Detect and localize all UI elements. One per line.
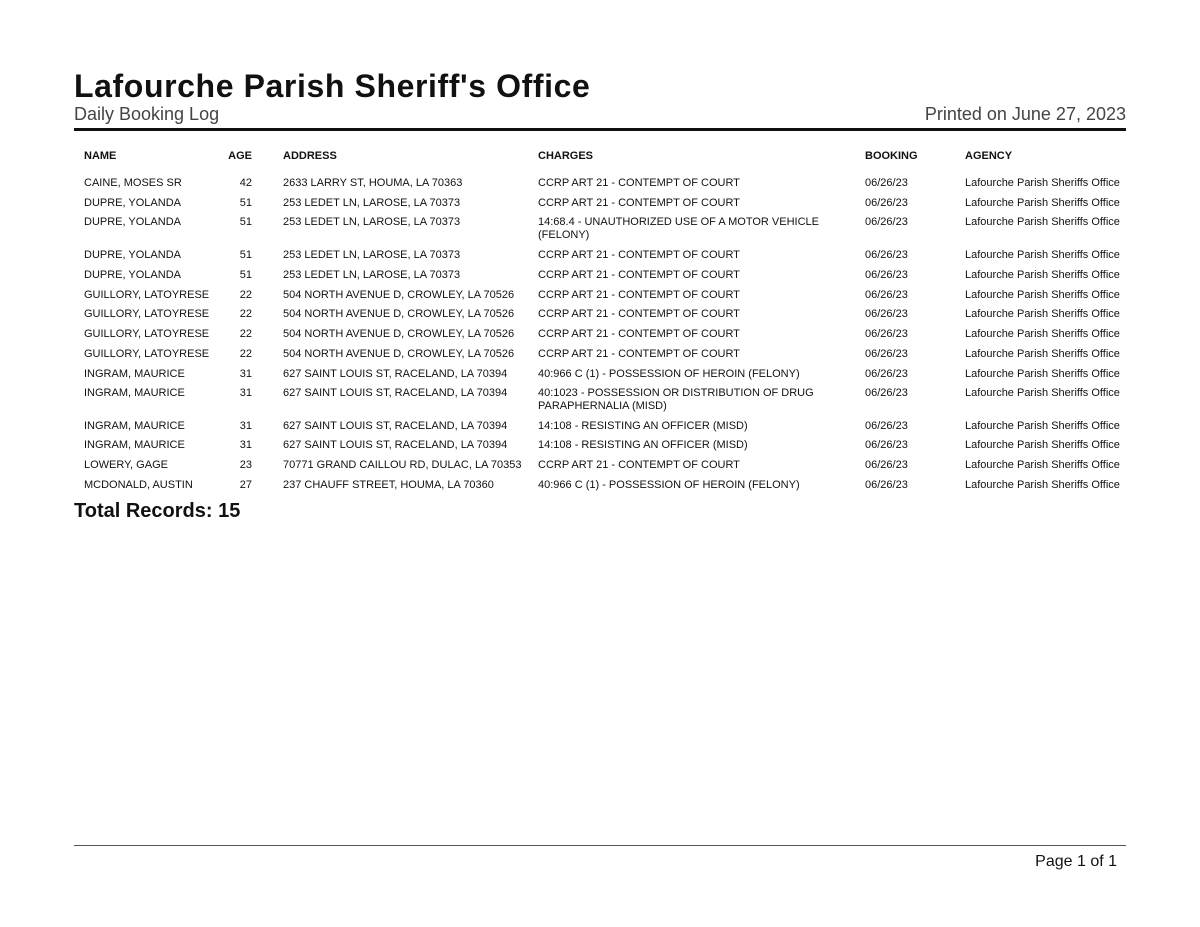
cell-name: GUILLORY, LATOYRESE xyxy=(84,328,210,341)
cell-agency: Lafourche Parish Sheriffs Office xyxy=(965,419,1120,432)
cell-address: 70771 GRAND CAILLOU RD, DULAC, LA 70353 xyxy=(283,459,522,472)
cell-age: 51 xyxy=(239,216,252,229)
column-header-agency: AGENCY xyxy=(965,150,1013,162)
report-title: Lafourche Parish Sheriff's Office xyxy=(74,68,591,104)
column-header-age: AGE xyxy=(228,150,252,162)
header-divider xyxy=(74,128,1126,131)
cell-name: MCDONALD, AUSTIN xyxy=(84,478,193,491)
cell-agency: Lafourche Parish Sheriffs Office xyxy=(965,347,1120,360)
footer-divider xyxy=(74,845,1126,846)
cell-address: 237 CHAUFF STREET, HOUMA, LA 70360 xyxy=(283,478,494,491)
cell-address: 627 SAINT LOUIS ST, RACELAND, LA 70394 xyxy=(283,367,508,380)
cell-booking: 06/26/23 xyxy=(865,249,908,262)
cell-agency: Lafourche Parish Sheriffs Office xyxy=(965,288,1120,301)
cell-charges: 14:108 - RESISTING AN OFFICER (MISD) xyxy=(538,439,748,452)
table-row xyxy=(74,216,1126,249)
cell-charges: CCRP ART 21 - CONTEMPT OF COURT xyxy=(538,347,740,360)
table-row xyxy=(74,249,1126,269)
cell-agency: Lafourche Parish Sheriffs Office xyxy=(965,249,1120,262)
cell-charges: 40:1023 - POSSESSION OR DISTRIBUTION OF DRUG PARAPHERNALIA (MISD) xyxy=(538,387,814,413)
table-row xyxy=(74,348,1126,368)
cell-age: 22 xyxy=(239,328,252,341)
table-row xyxy=(74,459,1126,479)
table-row xyxy=(74,420,1126,440)
cell-booking: 06/26/23 xyxy=(865,387,908,400)
cell-name: LOWERY, GAGE xyxy=(84,459,168,472)
cell-charges: 40:966 C (1) - POSSESSION OF HEROIN (FELONY) xyxy=(538,367,800,380)
cell-charges: CCRP ART 21 - CONTEMPT OF COURT xyxy=(538,308,740,321)
cell-agency: Lafourche Parish Sheriffs Office xyxy=(965,328,1120,341)
cell-booking: 06/26/23 xyxy=(865,288,908,301)
report-page xyxy=(74,0,1126,927)
cell-address: 504 NORTH AVENUE D, CROWLEY, LA 70526 xyxy=(283,308,515,321)
cell-age: 31 xyxy=(239,387,252,400)
cell-name: INGRAM, MAURICE xyxy=(84,419,185,432)
cell-agency: Lafourche Parish Sheriffs Office xyxy=(965,478,1120,491)
cell-booking: 06/26/23 xyxy=(865,459,908,472)
cell-charges: CCRP ART 21 - CONTEMPT OF COURT xyxy=(538,177,740,189)
cell-name: INGRAM, MAURICE xyxy=(84,367,185,380)
cell-agency: Lafourche Parish Sheriffs Office xyxy=(965,387,1120,400)
cell-charges: 40:966 C (1) - POSSESSION OF HEROIN (FELONY) xyxy=(538,478,800,491)
cell-charges: CCRP ART 21 - CONTEMPT OF COURT xyxy=(538,269,740,282)
table-row xyxy=(74,479,1126,499)
cell-address: 253 LEDET LN, LAROSE, LA 70373 xyxy=(283,269,461,282)
table-row xyxy=(74,177,1126,197)
column-header-name: NAME xyxy=(84,150,117,162)
cell-age: 51 xyxy=(239,196,252,209)
cell-booking: 06/26/23 xyxy=(865,216,908,229)
cell-age: 31 xyxy=(239,367,252,380)
table-row xyxy=(74,368,1126,388)
table-row xyxy=(74,289,1126,309)
cell-address: 627 SAINT LOUIS ST, RACELAND, LA 70394 xyxy=(283,419,508,432)
cell-booking: 06/26/23 xyxy=(865,347,908,360)
cell-address: 253 LEDET LN, LAROSE, LA 70373 xyxy=(283,216,461,229)
cell-name: DUPRE, YOLANDA xyxy=(84,196,181,209)
table-row xyxy=(74,328,1126,348)
cell-age: 31 xyxy=(239,439,252,452)
cell-agency: Lafourche Parish Sheriffs Office xyxy=(965,439,1120,452)
cell-name: DUPRE, YOLANDA xyxy=(84,269,181,282)
cell-name: GUILLORY, LATOYRESE xyxy=(84,288,210,301)
cell-charges: CCRP ART 21 - CONTEMPT OF COURT xyxy=(538,459,740,472)
cell-charges: CCRP ART 21 - CONTEMPT OF COURT xyxy=(538,196,740,209)
cell-name: DUPRE, YOLANDA xyxy=(84,216,181,229)
cell-agency: Lafourche Parish Sheriffs Office xyxy=(965,196,1120,209)
cell-age: 23 xyxy=(239,459,252,472)
cell-booking: 06/26/23 xyxy=(865,439,908,452)
cell-agency: Lafourche Parish Sheriffs Office xyxy=(965,459,1120,472)
cell-age: 42 xyxy=(239,177,252,189)
page-number: Page 1 of 1 xyxy=(1035,853,1117,870)
cell-booking: 06/26/23 xyxy=(865,328,908,341)
table-body xyxy=(74,177,1126,498)
cell-address: 2633 LARRY ST, HOUMA, LA 70363 xyxy=(283,177,463,189)
cell-age: 31 xyxy=(239,419,252,432)
cell-charges: 14:68.4 - UNAUTHORIZED USE OF A MOTOR VEHICLE (FELONY) xyxy=(538,216,819,242)
cell-booking: 06/26/23 xyxy=(865,478,908,491)
cell-agency: Lafourche Parish Sheriffs Office xyxy=(965,367,1120,380)
cell-booking: 06/26/23 xyxy=(865,367,908,380)
cell-booking: 06/26/23 xyxy=(865,196,908,209)
cell-agency: Lafourche Parish Sheriffs Office xyxy=(965,308,1120,321)
cell-age: 51 xyxy=(239,249,252,262)
cell-name: GUILLORY, LATOYRESE xyxy=(84,308,210,321)
cell-booking: 06/26/23 xyxy=(865,269,908,282)
cell-age: 22 xyxy=(239,308,252,321)
cell-address: 504 NORTH AVENUE D, CROWLEY, LA 70526 xyxy=(283,328,515,341)
cell-charges: CCRP ART 21 - CONTEMPT OF COURT xyxy=(538,328,740,341)
cell-charges: CCRP ART 21 - CONTEMPT OF COURT xyxy=(538,249,740,262)
cell-name: INGRAM, MAURICE xyxy=(84,387,185,400)
cell-age: 22 xyxy=(239,288,252,301)
cell-name: CAINE, MOSES SR xyxy=(84,177,182,189)
cell-name: GUILLORY, LATOYRESE xyxy=(84,347,210,360)
cell-age: 27 xyxy=(239,478,252,491)
cell-agency: Lafourche Parish Sheriffs Office xyxy=(965,177,1120,189)
table-row xyxy=(74,308,1126,328)
cell-age: 51 xyxy=(239,269,252,282)
cell-booking: 06/26/23 xyxy=(865,419,908,432)
cell-charges: CCRP ART 21 - CONTEMPT OF COURT xyxy=(538,288,740,301)
table-row xyxy=(74,387,1126,420)
cell-charges: 14:108 - RESISTING AN OFFICER (MISD) xyxy=(538,419,748,432)
booking-table xyxy=(74,146,1126,498)
cell-address: 253 LEDET LN, LAROSE, LA 70373 xyxy=(283,249,461,262)
cell-address: 504 NORTH AVENUE D, CROWLEY, LA 70526 xyxy=(283,288,515,301)
column-header-address: ADDRESS xyxy=(283,150,337,162)
cell-address: 253 LEDET LN, LAROSE, LA 70373 xyxy=(283,196,461,209)
cell-booking: 06/26/23 xyxy=(865,308,908,321)
cell-address: 504 NORTH AVENUE D, CROWLEY, LA 70526 xyxy=(283,347,515,360)
total-records: Total Records: 15 xyxy=(74,500,241,522)
cell-agency: Lafourche Parish Sheriffs Office xyxy=(965,269,1120,282)
table-row xyxy=(74,197,1126,217)
report-subtitle: Daily Booking Log xyxy=(74,104,220,124)
table-header xyxy=(74,146,1126,177)
column-header-charges: CHARGES xyxy=(538,150,594,162)
column-header-booking: BOOKING xyxy=(865,150,918,162)
cell-agency: Lafourche Parish Sheriffs Office xyxy=(965,216,1120,229)
cell-address: 627 SAINT LOUIS ST, RACELAND, LA 70394 xyxy=(283,387,508,400)
cell-name: INGRAM, MAURICE xyxy=(84,439,185,452)
cell-name: DUPRE, YOLANDA xyxy=(84,249,181,262)
printed-date: Printed on June 27, 2023 xyxy=(924,104,1126,124)
cell-booking: 06/26/23 xyxy=(865,177,908,189)
table-row xyxy=(74,439,1126,459)
cell-age: 22 xyxy=(239,347,252,360)
cell-address: 627 SAINT LOUIS ST, RACELAND, LA 70394 xyxy=(283,439,508,452)
table-row xyxy=(74,269,1126,289)
